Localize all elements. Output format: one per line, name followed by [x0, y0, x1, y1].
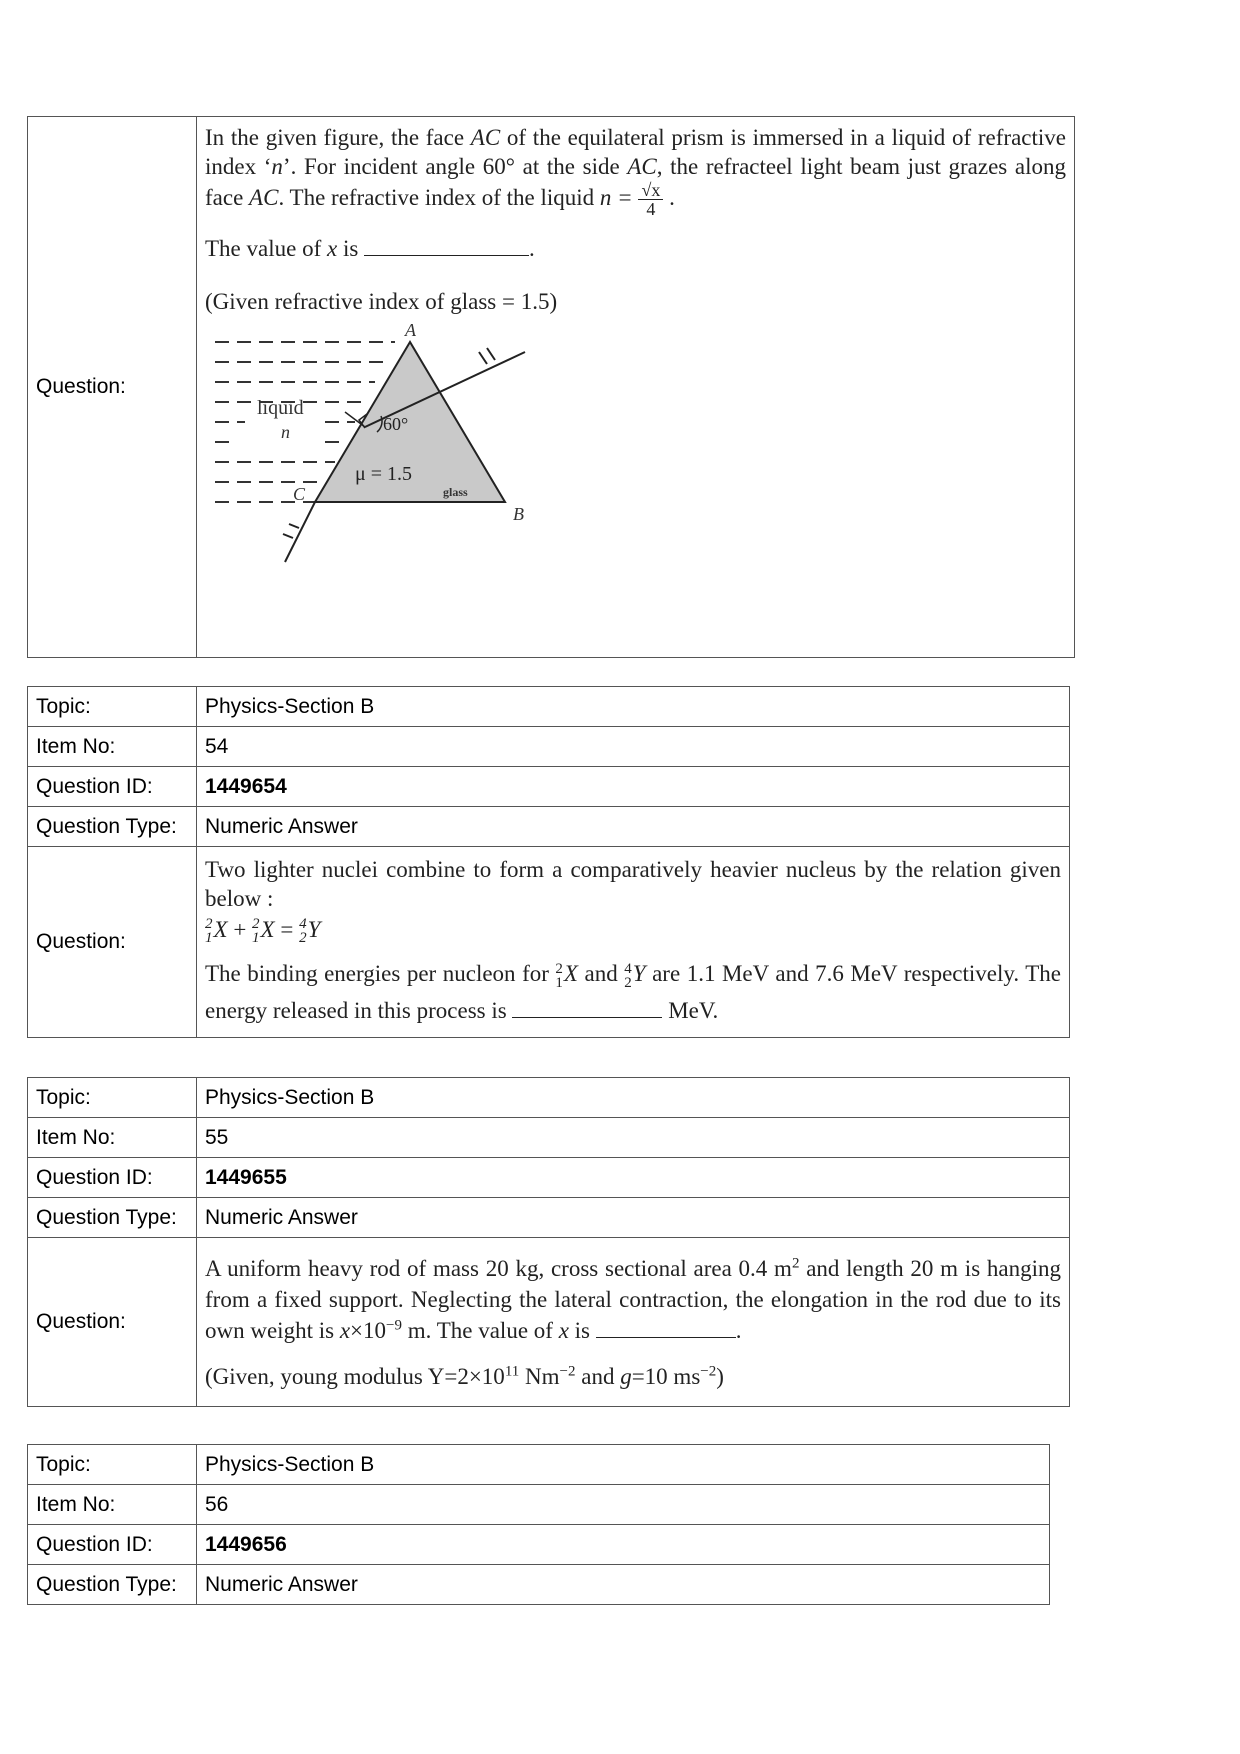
- question-54-table: [27, 686, 1070, 1038]
- question-id-value: 1449654: [197, 767, 1070, 807]
- question-row: [28, 847, 1070, 1038]
- question-54-line1: Two lighter nuclei combine to form a comparatively heavier nucleus by the relation given below :: [205, 856, 1061, 911]
- sqrt-x-over-4-fraction: $\frac{√x}{4}$: [638, 181, 663, 218]
- question-55-text: A uniform heavy rod of mass 20 kg, cross sectional area 0.4 $m^2$ and length 20 m is hanging from a fixed support. Neglecting the lateral contraction, the elongation in the rod due to its own weight is $x\times 10^{-9}$ m. The value of x is .: [205, 1255, 1062, 1343]
- question-type-row: [28, 1198, 1070, 1238]
- liquid-n-label: n: [281, 422, 290, 442]
- question-55-given: (Given, young modulus $Y=2\times 10^{11}$ $Nm^{-2}$ and g=10 $ms^{-2}$): [205, 1363, 724, 1389]
- item-no-row: [28, 1485, 1050, 1525]
- topic-row: [28, 1445, 1050, 1485]
- item-no-label: Item No:: [28, 1118, 197, 1158]
- answer-blank: [512, 999, 662, 1018]
- topic-label: Topic:: [28, 1445, 197, 1485]
- fusion-equation: 2 1 X + 2 1 X = 4 2 Y: [205, 916, 321, 947]
- topic-value: Physics-Section B: [197, 1445, 1050, 1485]
- question-type-value: Numeric Answer: [197, 1198, 1070, 1238]
- question-55-body: [197, 1238, 1070, 1407]
- vertex-a-label: A: [405, 322, 416, 340]
- question-53-body: [197, 117, 1075, 658]
- question-id-value: 1449655: [197, 1158, 1070, 1198]
- angle-label: 60°: [383, 414, 409, 434]
- glass-label: glass: [443, 485, 468, 499]
- question-type-value: Numeric Answer: [197, 807, 1070, 847]
- question-56-table: [27, 1444, 1050, 1605]
- question-53-given: (Given refractive index of glass = 1.5): [205, 289, 558, 314]
- question-type-label: Question Type:: [28, 1565, 197, 1605]
- question-type-label: Question Type:: [28, 1198, 197, 1238]
- question-label: Question:: [28, 847, 197, 1038]
- item-no-label: Item No:: [28, 1485, 197, 1525]
- prism-figure: [205, 322, 565, 602]
- question-id-row: [28, 767, 1070, 807]
- item-no-value: 55: [197, 1118, 1070, 1158]
- item-no-label: Item No:: [28, 727, 197, 767]
- question-label: Question:: [28, 1238, 197, 1407]
- answer-blank: [596, 1319, 736, 1338]
- emergent-ray: [285, 502, 315, 562]
- binding-energy-text: The binding energies per nucleon for 2 1 X and 4 2 Y are 1.1 MeV and 7.6 MeV respectively. The energy released in this process is MeV.: [205, 961, 1061, 1024]
- item-no-value: 56: [197, 1485, 1050, 1525]
- question-type-value: Numeric Answer: [197, 1565, 1050, 1605]
- topic-label: Topic:: [28, 687, 197, 727]
- question-53-table: [27, 116, 1075, 658]
- question-row: [28, 1238, 1070, 1407]
- mu-label: μ = 1.5: [355, 463, 413, 485]
- topic-value: Physics-Section B: [197, 687, 1070, 727]
- topic-row: [28, 687, 1070, 727]
- question-type-row: [28, 1565, 1050, 1605]
- topic-row: [28, 1078, 1070, 1118]
- topic-label: Topic:: [28, 1078, 197, 1118]
- question-id-label: Question ID:: [28, 767, 197, 807]
- question-id-row: [28, 1158, 1070, 1198]
- question-id-row: [28, 1525, 1050, 1565]
- question-id-label: Question ID:: [28, 1158, 197, 1198]
- item-no-value: 54: [197, 727, 1070, 767]
- item-no-row: [28, 727, 1070, 767]
- item-no-row: [28, 1118, 1070, 1158]
- question-53-line1: In the given figure, the face AC of the equilateral prism is immersed in a liquid of refractive index ‘n’. For incident angle 60° at the side AC, the refracteel light beam just grazes along face AC. The refractive index of the liquid n = $\frac{√x}{4}$ .: [205, 125, 1066, 219]
- question-id-value: 1449656: [197, 1525, 1050, 1565]
- answer-blank: [364, 237, 529, 256]
- liquid-label: liquid: [257, 397, 304, 419]
- question-55-table: [27, 1077, 1070, 1407]
- vertex-b-label: B: [513, 504, 524, 524]
- question-54-body: [197, 847, 1070, 1038]
- vertex-c-label: C: [293, 484, 306, 504]
- question-type-label: Question Type:: [28, 807, 197, 847]
- topic-value: Physics-Section B: [197, 1078, 1070, 1118]
- question-53-value-line: The value of x is .: [205, 236, 535, 261]
- question-label: Question:: [28, 117, 197, 658]
- question-type-row: [28, 807, 1070, 847]
- question-id-label: Question ID:: [28, 1525, 197, 1565]
